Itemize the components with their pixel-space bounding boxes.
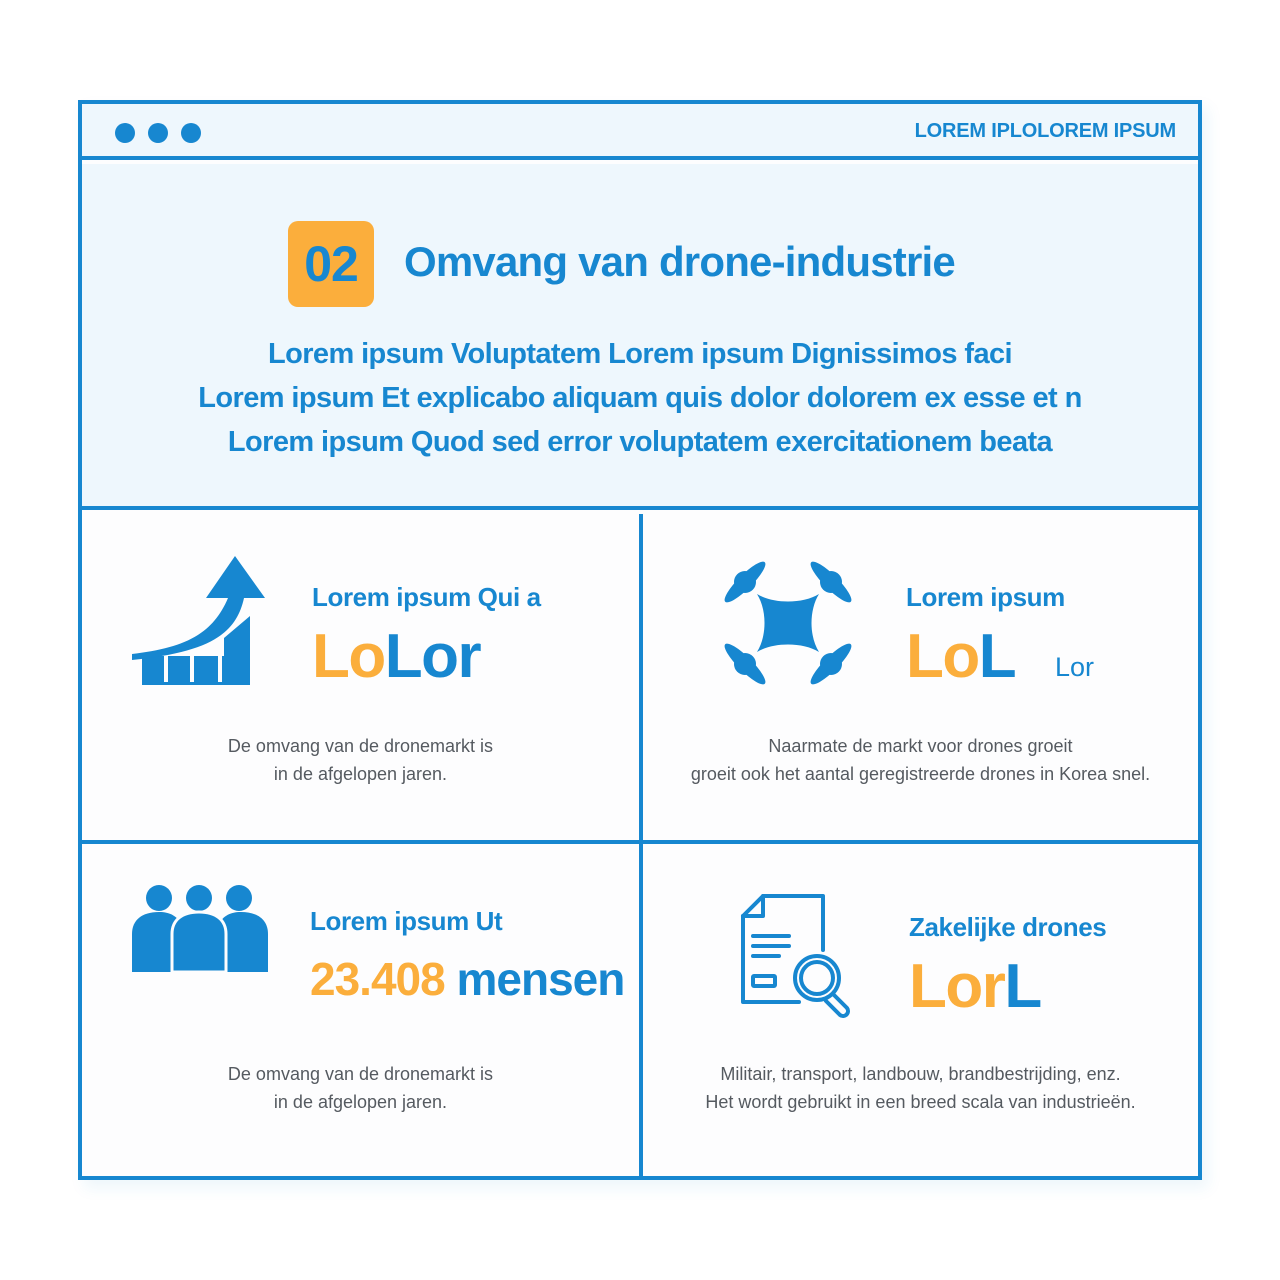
- drone-icon: [721, 558, 855, 688]
- hero-line: Lorem ipsum Voluptatem Lorem ipsum Dignissimos faci: [268, 338, 1012, 370]
- card-value: [909, 952, 1041, 1021]
- section-number-badge: 02: [288, 221, 374, 307]
- hero-section: [82, 164, 1198, 510]
- card-value: [310, 953, 625, 1005]
- card-description-line: Militair, transport, landbouw, brandbestrijding, enz.: [720, 1064, 1121, 1084]
- window-dots: [115, 123, 201, 143]
- browser-window-frame: [78, 100, 1202, 1180]
- card-value-blue: mensen: [444, 953, 625, 1005]
- stat-card-drones: [643, 514, 1198, 840]
- card-description-line: in de afgelopen jaren.: [273, 764, 448, 784]
- window-dot-icon: [148, 123, 168, 143]
- hero-line: Lorem ipsum Et explicabo aliquam quis dolor dolorem ex esse et n: [198, 382, 1082, 414]
- card-description-line: Het wordt gebruikt in een breed scala van industrieën.: [705, 1092, 1136, 1112]
- card-description: [82, 732, 639, 788]
- card-description-line: De omvang van de dronemarkt is: [227, 736, 494, 756]
- card-value-blue: L: [978, 622, 1016, 691]
- hero-line: Lorem ipsum Quod sed error voluptatem exercitationem beata: [227, 426, 1053, 458]
- stat-card-market-growth: [82, 514, 639, 840]
- window-dot-icon: [181, 123, 201, 143]
- card-label: Lorem ipsum: [906, 582, 1065, 612]
- card-value-suffix: Lor: [1055, 652, 1095, 682]
- growth-chart-arrow-icon: [132, 556, 266, 686]
- card-description-line: in de afgelopen jaren.: [273, 1092, 448, 1112]
- document-search-icon: [739, 894, 871, 1024]
- card-value-blue: Lor: [384, 622, 481, 691]
- stats-grid: [82, 514, 1198, 1176]
- card-value-orange: 23.408: [310, 953, 445, 1005]
- window-titlebar: [82, 104, 1198, 160]
- card-label: Zakelijke drones: [909, 912, 1107, 942]
- stat-card-people: [82, 844, 639, 1176]
- hero-description: [82, 332, 1198, 464]
- card-label: Lorem ipsum Ut: [310, 906, 503, 936]
- card-value-orange: Lo: [906, 622, 979, 691]
- card-description: [82, 1060, 639, 1116]
- card-description-line: Naarmate de markt voor drones groeit: [768, 736, 1073, 756]
- card-value-orange: Lor: [909, 952, 1005, 1021]
- page-title: Omvang van drone-industrie: [404, 238, 955, 285]
- window-dot-icon: [115, 123, 135, 143]
- card-description: [643, 732, 1198, 788]
- card-value-orange: Lo: [312, 622, 385, 691]
- card-description: [643, 1060, 1198, 1116]
- card-label: Lorem ipsum Qui a: [312, 582, 541, 612]
- titlebar-text: LOREM IPLOLOREM IPSUM: [914, 120, 1176, 142]
- card-value: [312, 622, 481, 691]
- people-group-icon: [132, 884, 268, 974]
- card-value-blue: L: [1004, 952, 1041, 1021]
- card-description-line: groeit ook het aantal geregistreerde drones in Korea snel.: [690, 764, 1151, 784]
- stat-card-business-drones: [643, 844, 1198, 1176]
- card-value: [906, 622, 1016, 691]
- card-description-line: De omvang van de dronemarkt is: [227, 1064, 494, 1084]
